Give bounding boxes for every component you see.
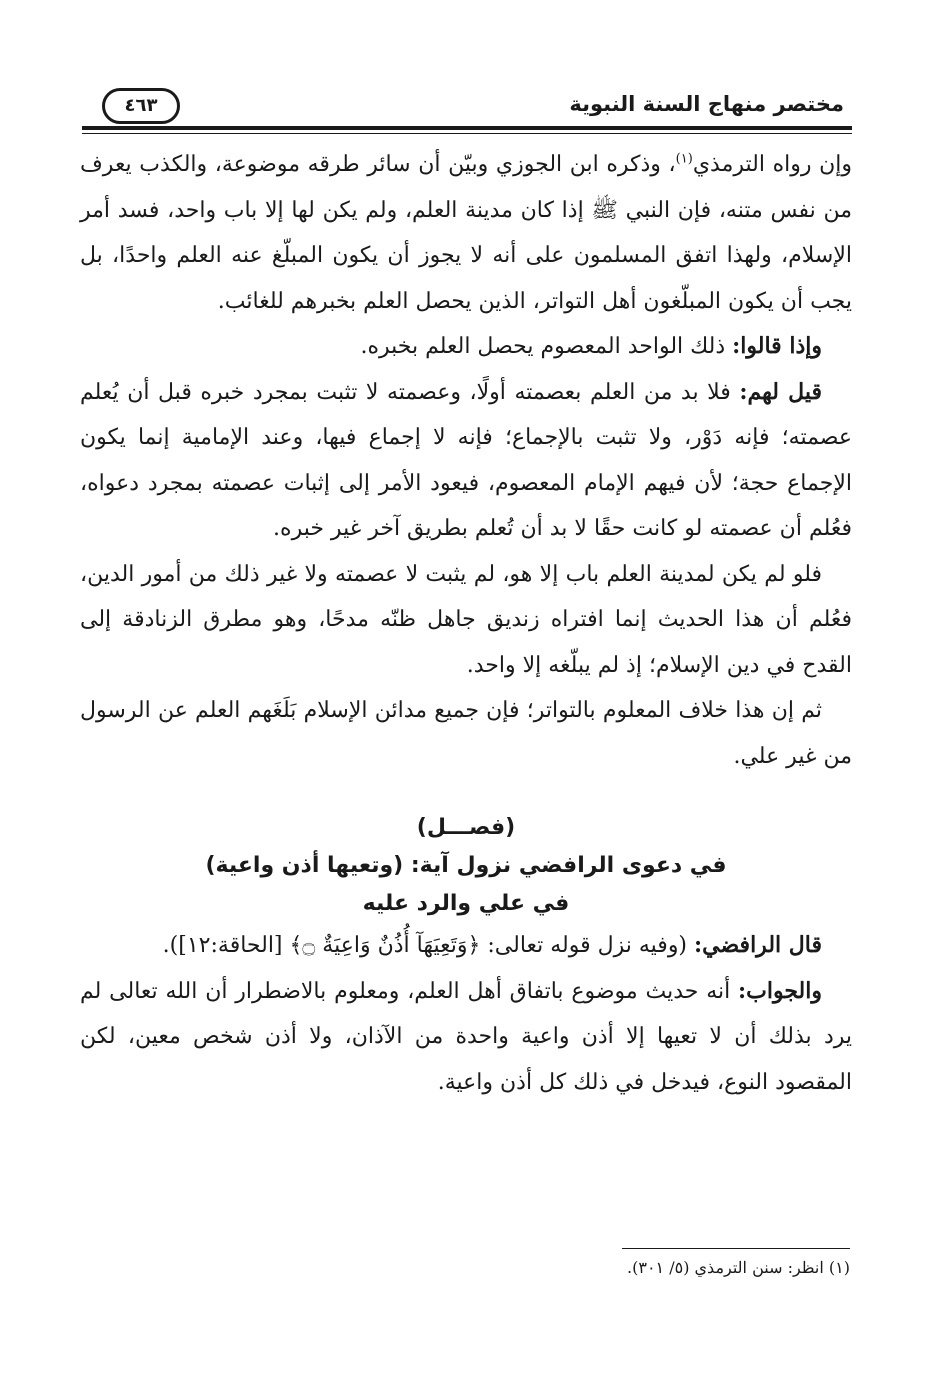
paragraph	[80, 552, 852, 689]
paragraph	[80, 324, 852, 370]
paragraph-text: فلو لم يكن لمدينة العلم باب إلا هو، لم يثبت لا عصمته ولا غير ذلك من أمور الدين، فعُلم أن هذا الحديث إنما افتراه زنديق جاهل ظنّه مدحًا، وهو مطرق الزنادقة إلى القدح في دين الإسلام؛ إذ لم يبلّغه إلا واحد.	[80, 561, 852, 678]
paragraph	[80, 923, 852, 969]
section-title-line-2: في علي والرد عليه	[362, 891, 570, 916]
paragraph-text: ثم إن هذا خلاف المعلوم بالتواتر؛ فإن جميع مدائن الإسلام بَلَغَهم العلم عن الرسول من غير علي.	[80, 698, 852, 769]
paragraph-text: (وفيه نزل قوله تعالى: ﴿وَتَعِيَهَآ أُذُنٌ وَاعِيَةٌ ۝﴾ [الحاقة:١٢]).	[162, 933, 695, 958]
paragraph-text: فلا بد من العلم بعصمته أولًا، وعصمته لا تثبت بمجرد خبره قبل أن يُعلم عصمته؛ فإنه دَوْر، ولا تثبت بالإجماع؛ فإنه لا إجماع فيها، وعند الإمامية إنما يكون الإجماع حجة؛ لأن فيهم الإمام المعصوم، فيعود الأمر إلى إثبات عصمته بمجرد دعواه، فعُلم أن عصمته لو كانت حقًا لا بد أن تُعلم بطريق آخر غير خبره.	[80, 379, 852, 541]
page-header	[80, 82, 850, 130]
paragraph-text: أنه حديث موضوع باتفاق أهل العلم، ومعلوم بالاضطرار أن الله تعالى لم يرد بذلك أن لا تعيها إلا أذن واعية واحدة من الآذان، ولا أذن شخص معين، لكن المقصود النوع، فيدخل في ذلك كل أذن واعية.	[80, 978, 852, 1095]
paragraph-lead: وإذا قالوا:	[732, 333, 822, 359]
paragraph-text-cont: ، وذكره ابن الجوزي وبيّن أن سائر طرقه موضوعة، والكذب يعرف من نفس متنه، فإن النبي ﷺ إذا كان مدينة العلم، ولم يكن لها إلا باب واحد، فسد أمر الإسلام، ولهذا اتفق المسلمون على أنه لا يجوز أن يكون المبلّغ عنه العلم واحدًا، بل يجب أن يكون المبلّغون أهل التواتر، الذين يحصل العلم بخبرهم للغائب.	[80, 152, 852, 314]
footnote-divider	[622, 1248, 850, 1249]
header-rule-thin	[82, 133, 852, 134]
paragraph-text: ذلك الواحد المعصوم يحصل العلم بخبره.	[360, 334, 733, 359]
section-title-line-1: في دعوى الرافضي نزول آية: (وتعيها أذن واعية)	[205, 853, 727, 878]
running-title: مختصر منهاج السنة النبوية	[569, 92, 844, 116]
paragraph-lead: قال الرافضي:	[694, 932, 822, 958]
paragraph	[80, 370, 852, 552]
paragraph	[80, 688, 852, 779]
section-label: (فصـــل)	[416, 815, 516, 840]
page-number-badge: ٤٦٣	[102, 88, 180, 124]
paragraph-lead: والجواب:	[738, 977, 822, 1004]
paragraph	[80, 969, 852, 1106]
header-rule-thick	[82, 126, 852, 130]
paragraph-lead: قيل لهم:	[739, 378, 822, 405]
main-text	[80, 142, 852, 1105]
paragraph	[80, 142, 852, 324]
paragraph-text: وإن رواه الترمذي	[692, 152, 852, 177]
footnote-marker: (١)	[675, 151, 693, 167]
section-heading	[80, 809, 852, 923]
footnote: (١) انظر: سنن الترمذي (٥/ ٣٠١).	[627, 1258, 850, 1277]
